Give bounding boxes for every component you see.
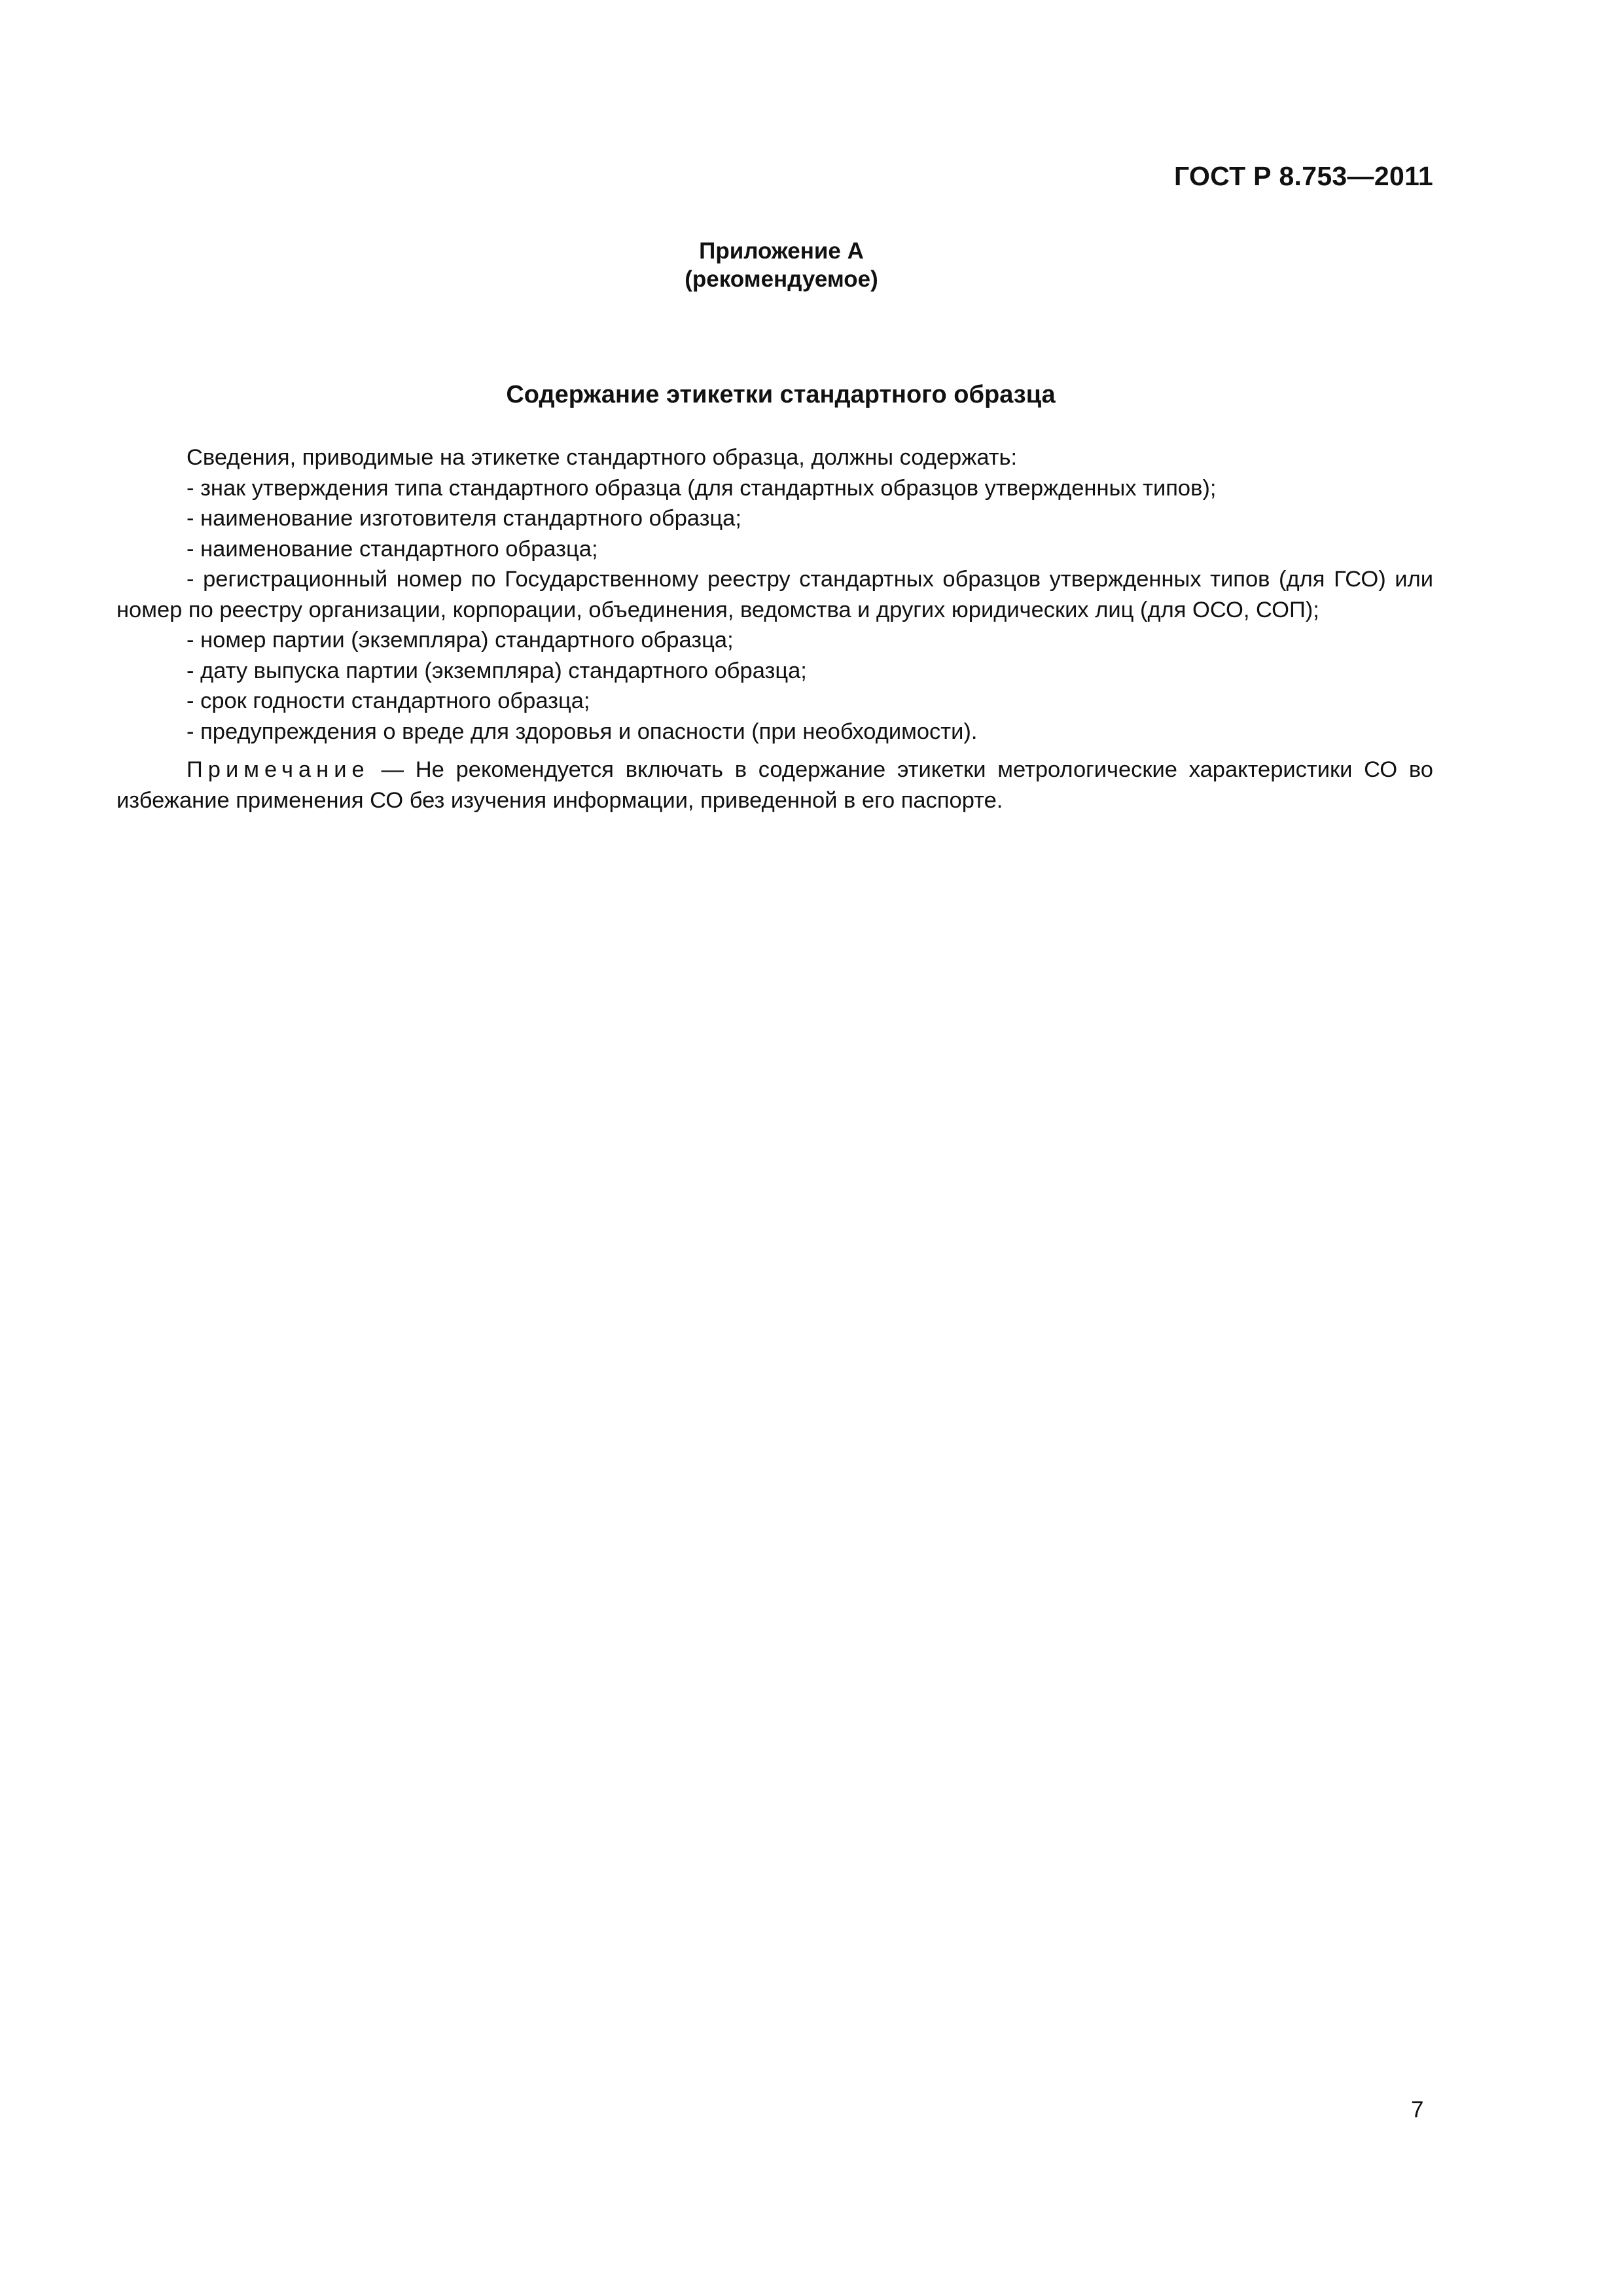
list-item: - наименование стандартного образца; xyxy=(187,536,598,562)
page-number: 7 xyxy=(1411,2097,1424,2123)
annex-status: (рекомендуемое) xyxy=(685,266,878,292)
annex-heading xyxy=(0,237,1563,293)
note-text: — Не рекомендуется включать в содержание этикетки метрологические характеристики СО во избежание применения СО без изучения информации, приведенной в его паспорте. xyxy=(116,757,1433,813)
intro-paragraph: Сведения, приводимые на этикетке стандартного образца, должны содержать: xyxy=(187,445,1018,470)
list-item: - знак утверждения типа стандартного образца (для стандартных образцов утвержденных типов); xyxy=(187,475,1217,501)
list-item: - предупреждения о вреде для здоровья и опасности (при необходимости). xyxy=(187,719,978,744)
list-item: - срок годности стандартного образца; xyxy=(187,689,590,713)
section-title: Содержание этикетки стандартного образца xyxy=(506,381,1056,408)
document-code: ГОСТ Р 8.753—2011 xyxy=(1173,161,1433,191)
note-paragraph xyxy=(116,755,1433,816)
list-item: - дату выпуска партии (экземпляра) стандартного образца; xyxy=(187,658,807,683)
list-item: - регистрационный номер по Государственному реестру стандартных образцов утвержденных типов (для ГСО) или номер по реестру организации, корпорации, объединения, ведомства и других юридических лиц (для ОСО, СОП); xyxy=(116,567,1433,622)
list-item: - номер партии (экземпляра) стандартного образца; xyxy=(187,628,734,653)
note-label: Примечание xyxy=(187,757,370,782)
annex-title: Приложение А xyxy=(699,238,864,264)
document-body xyxy=(116,442,1433,816)
list-item: - наименование изготовителя стандартного образца; xyxy=(187,506,741,531)
